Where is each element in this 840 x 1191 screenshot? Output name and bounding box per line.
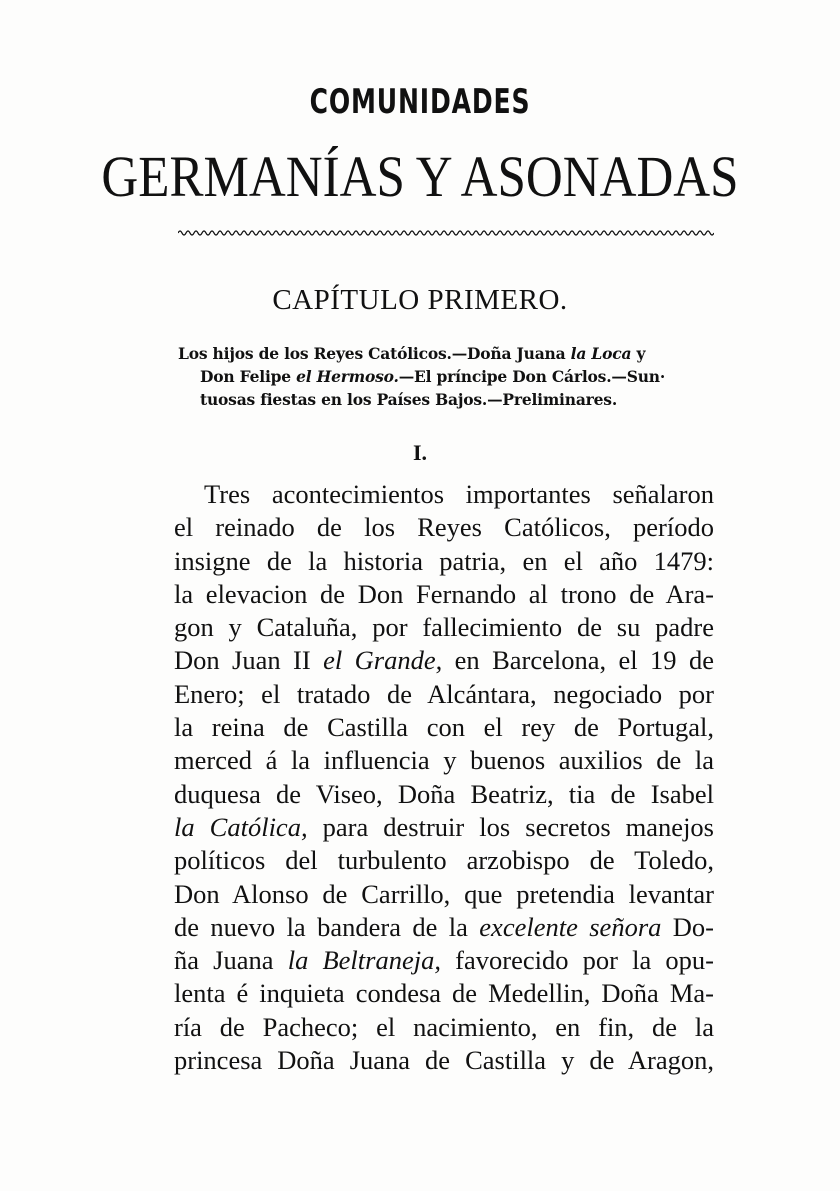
body-paragraph bbox=[174, 478, 714, 1077]
body-italic: la Beltraneja, bbox=[287, 945, 441, 976]
body-italic: la Católica, bbox=[174, 811, 308, 842]
body-line: duquesa de Viseo, Doña Beatriz, tia de Isabel bbox=[174, 778, 714, 809]
section-number: I. bbox=[412, 440, 428, 465]
body-line: lenta é inquieta condesa de Medellin, Doña Ma- bbox=[174, 978, 714, 1009]
body-text: en Barcelona, el 19 de bbox=[442, 645, 714, 676]
wavy-rule-ornament bbox=[178, 226, 714, 240]
body-text: ña Juana bbox=[174, 945, 288, 976]
body-line: la elevacion de Don Fernando al trono de Ara- bbox=[174, 578, 714, 609]
body-line: insigne de la historia patria, en el año 1479: bbox=[174, 545, 714, 576]
body-text: Don Juan II bbox=[174, 645, 324, 676]
title-germanias: GERMANÍAS Y ASONADAS bbox=[101, 144, 739, 209]
body-line: políticos del turbulento arzobispo de Toledo, bbox=[174, 845, 714, 876]
body-text: Do- bbox=[661, 911, 715, 942]
body-line: ría de Pacheco; el nacimiento, en fin, de la bbox=[174, 1011, 714, 1042]
body-line: Tres acontecimientos importantes señalaron bbox=[204, 479, 714, 509]
body-italic: el Grande, bbox=[323, 645, 443, 676]
summary-line-3: tuosas fiestas en los Países Bajos.—Preliminares. bbox=[200, 390, 618, 409]
body-line bbox=[174, 811, 714, 844]
body-line: merced á la influencia y buenos auxilios de la bbox=[174, 745, 714, 776]
chapter-summary bbox=[178, 342, 718, 411]
body-line: princesa Doña Juana de Castilla y de Aragon, bbox=[174, 1045, 714, 1076]
chapter-heading: CAPÍTULO PRIMERO. bbox=[272, 284, 568, 316]
body-line: Enero; el tratado de Alcántara, negociado por bbox=[174, 678, 714, 709]
body-text: de nuevo la bandera de la bbox=[174, 911, 480, 942]
summary-line-1 bbox=[178, 342, 718, 365]
summary-italic: el Hermoso. bbox=[296, 367, 399, 386]
body-line: Don Alonso de Carrillo, que pretendia levantar bbox=[174, 878, 714, 909]
summary-line-2 bbox=[178, 365, 718, 388]
summary-text: Los hijos de los Reyes Católicos.—Doña Juana bbox=[178, 344, 571, 363]
body-text: para destruir los secretos manejos bbox=[307, 811, 714, 842]
summary-text: y bbox=[631, 344, 646, 363]
body-text: favorecido por la opu- bbox=[440, 945, 714, 976]
title-comunidades: COMUNIDADES bbox=[309, 82, 531, 122]
body-line bbox=[174, 911, 714, 944]
summary-text: —El príncipe Don Cárlos.—Sun· bbox=[398, 367, 666, 386]
body-line bbox=[174, 944, 714, 977]
body-italic: excelente señora bbox=[479, 911, 662, 942]
body-line: la reina de Castilla con el rey de Portugal, bbox=[174, 712, 714, 743]
summary-italic: la Loca bbox=[570, 344, 632, 363]
body-line: el reinado de los Reyes Católicos, período bbox=[174, 512, 714, 543]
body-line bbox=[174, 644, 714, 677]
body-line: gon y Cataluña, por fallecimiento de su padre bbox=[174, 612, 714, 643]
summary-text: Don Felipe bbox=[200, 367, 297, 386]
